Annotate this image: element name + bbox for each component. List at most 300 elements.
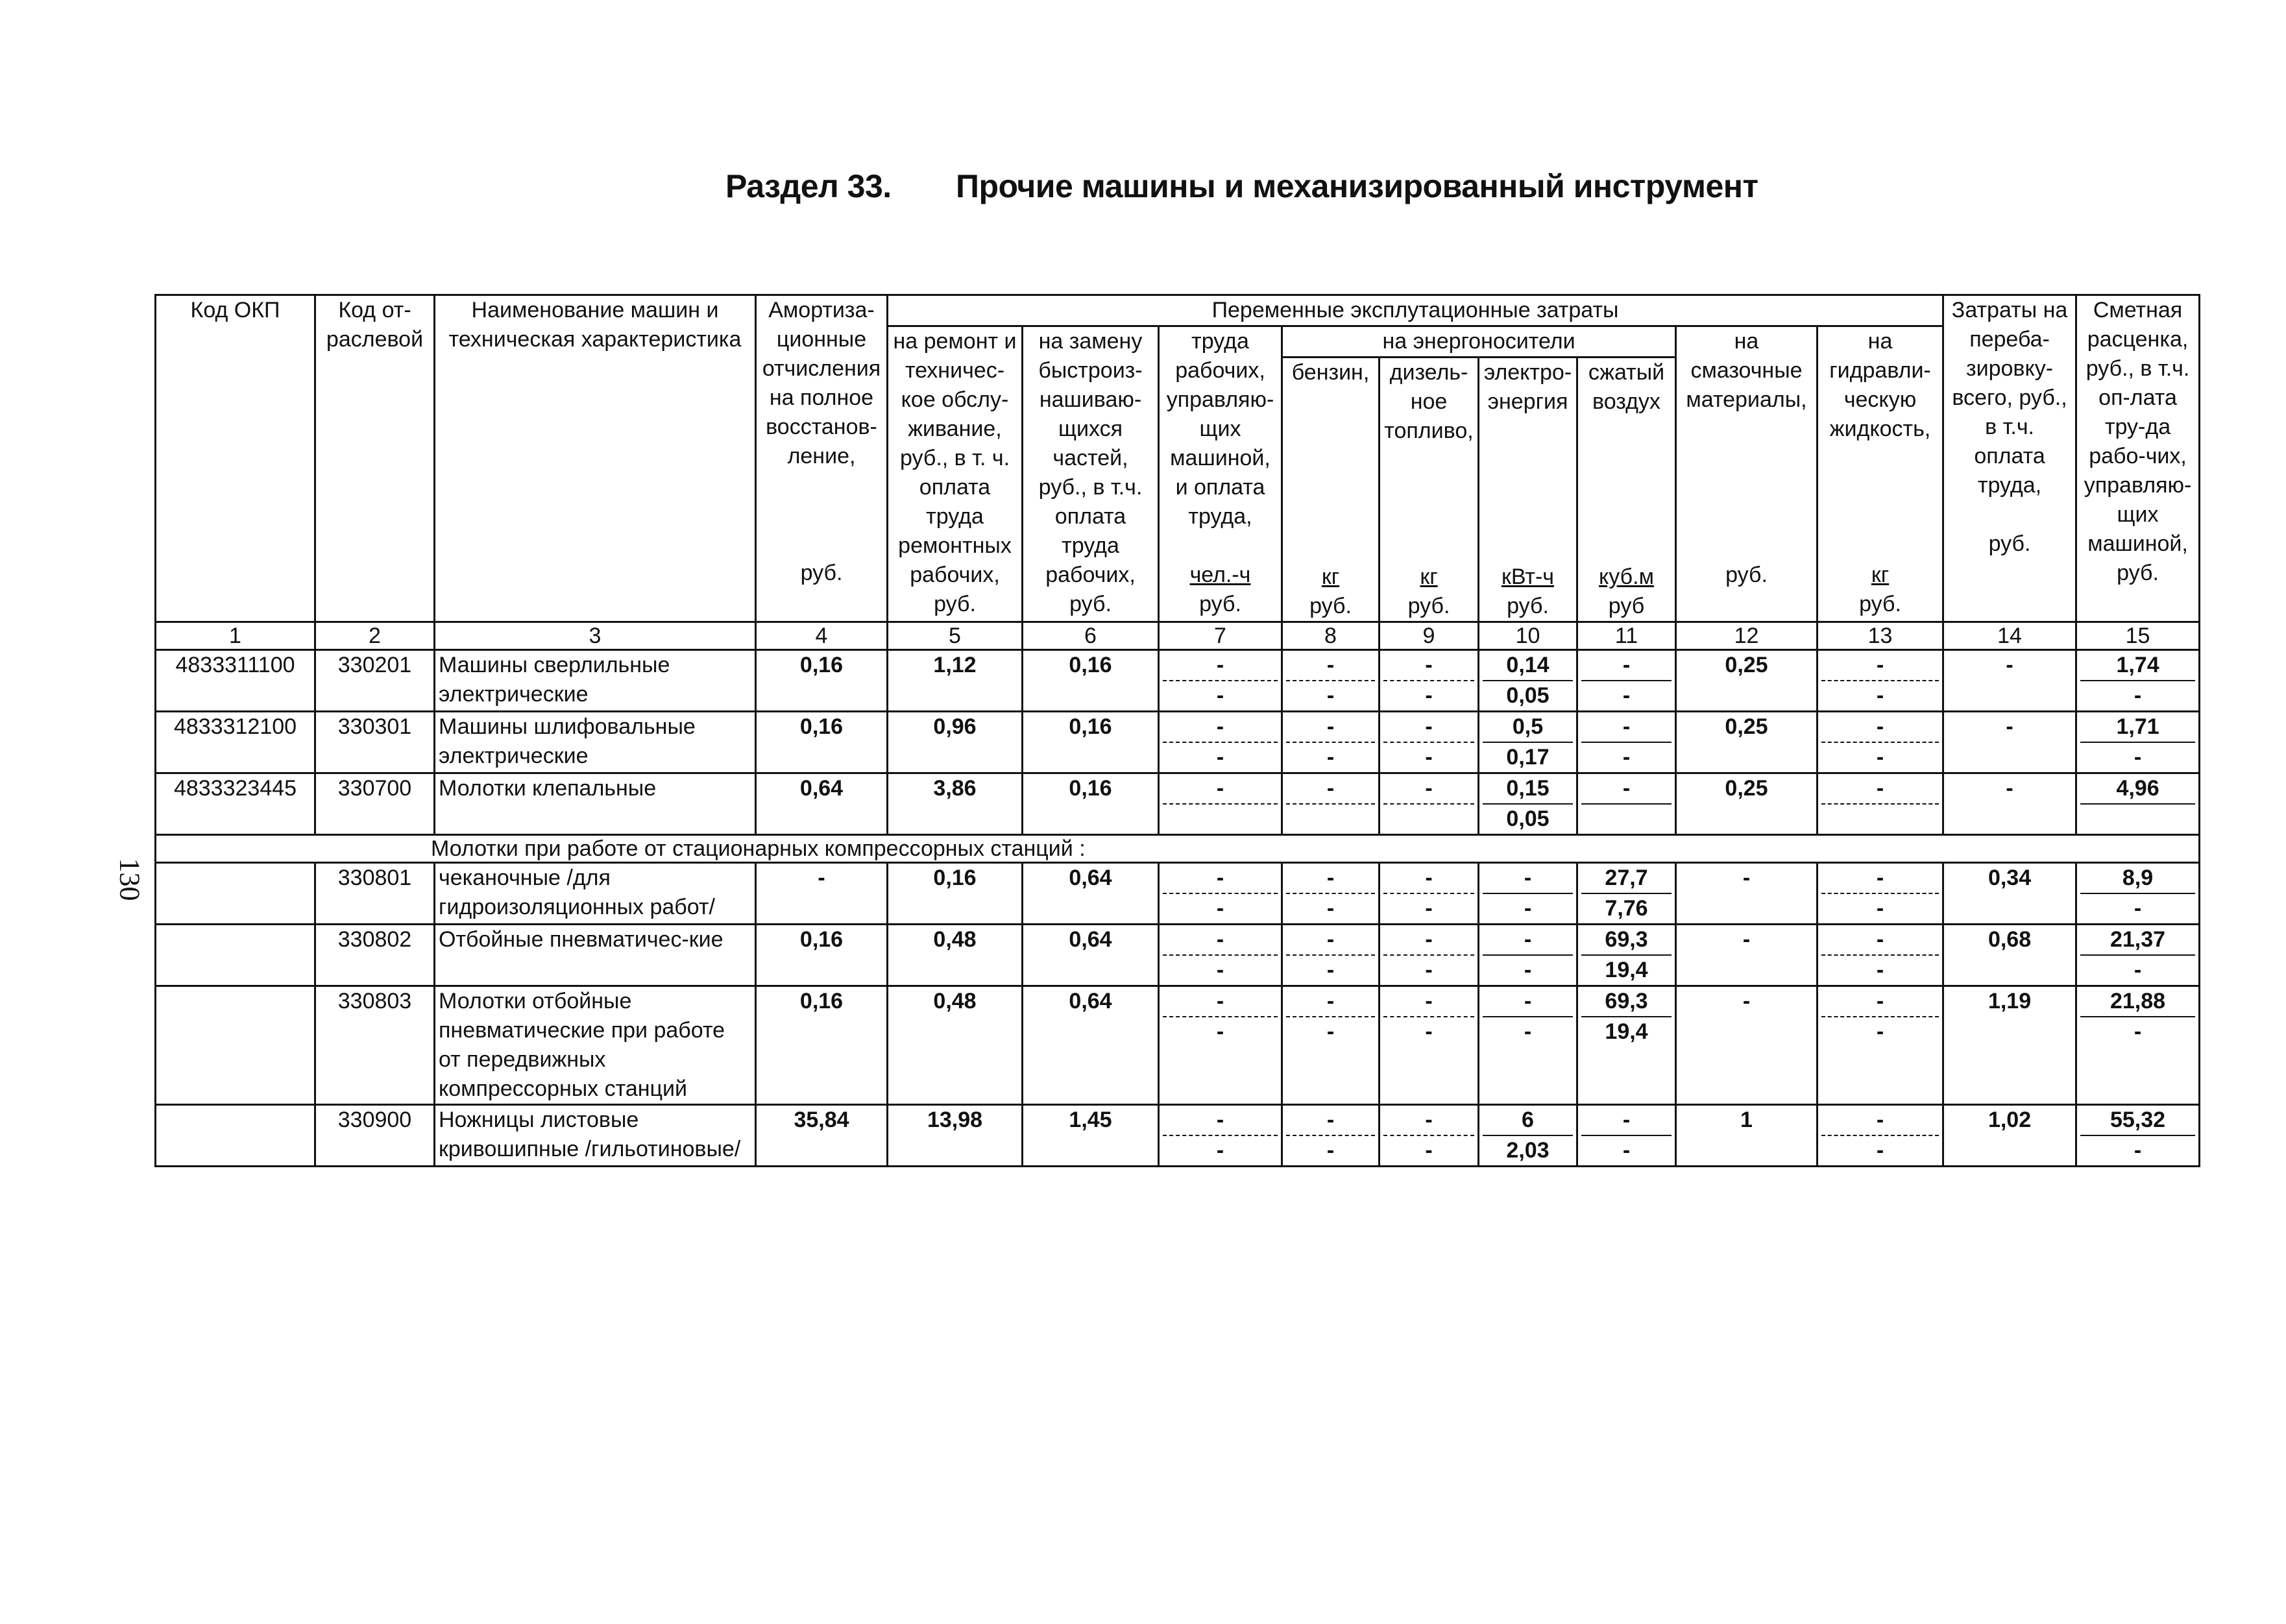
lube-cell-value: 1: [1740, 1108, 1753, 1132]
header-air-text: сжатый воздух: [1588, 360, 1665, 414]
okp-cell: [156, 925, 315, 986]
relocation-cell-value: 0,68: [1988, 927, 2032, 952]
header-row-1: [156, 295, 2200, 326]
name-cell-value: Молотки отбойные пневматические при работе от передвижных компрессорных станций: [439, 989, 725, 1101]
otr-cell-value: 330301: [337, 714, 412, 739]
name-cell-value: Ножницы листовые кривошипные /гильотиновые/: [439, 1108, 741, 1161]
header-estimate-unit: руб.: [2117, 561, 2159, 585]
lube-cell: [1676, 863, 1818, 925]
diesel-cell: [1380, 986, 1479, 1105]
electro-cell-bottom: 2,03: [1506, 1138, 1550, 1163]
air-cell-bottom: 19,4: [1605, 958, 1648, 982]
electro-cell-top: -: [1483, 925, 1573, 956]
header-labor-unit2: руб.: [1199, 592, 1241, 616]
name-cell: [435, 712, 756, 773]
section-label: Раздел 33.: [725, 168, 892, 204]
electro-cell-bottom: -: [1524, 1019, 1532, 1044]
col-number: 15: [2076, 622, 2200, 650]
lube-cell-value: 0,25: [1725, 653, 1768, 677]
otr-cell: [315, 863, 435, 925]
air-cell-top: -: [1581, 774, 1672, 805]
replace-cell: [1023, 863, 1159, 925]
petrol-cell-top: -: [1286, 774, 1375, 805]
okp-cell: [156, 773, 315, 835]
labor-cell: [1159, 712, 1282, 773]
petrol-cell-bottom: -: [1326, 1019, 1335, 1044]
header-repair-unit: руб.: [934, 592, 976, 616]
petrol-cell-bottom: -: [1326, 958, 1335, 982]
diesel-cell: [1380, 925, 1479, 986]
labor-cell: [1159, 986, 1282, 1105]
replace-cell-value: 0,16: [1069, 776, 1112, 801]
otr-cell-value: 330700: [337, 776, 412, 801]
lube-cell-value: -: [1742, 989, 1751, 1013]
labor-cell: [1159, 650, 1282, 712]
repair-cell-value: 3,86: [933, 776, 977, 801]
estimate-cell: [2076, 986, 2200, 1105]
otr-cell-value: 330201: [337, 653, 412, 677]
lube-cell: [1676, 650, 1818, 712]
relocation-cell-value: -: [2006, 714, 2013, 739]
hydro-cell: [1818, 650, 1943, 712]
hydro-cell-bottom: [1821, 805, 1939, 834]
header-labor-unit1: чел.-ч: [1189, 563, 1251, 587]
estimate-cell: [2076, 863, 2200, 925]
table-row: [156, 1105, 2200, 1167]
header-estimate: [2076, 295, 2200, 622]
col-number: 3: [435, 622, 756, 650]
header-amort: [756, 295, 888, 622]
otr-cell-value: 330802: [337, 927, 412, 952]
table-row: [156, 925, 2200, 986]
table-row: [156, 773, 2200, 835]
okp-cell-value: 4833312100: [173, 714, 297, 739]
header-hydro-unit1: кг: [1871, 563, 1890, 587]
name-cell-value: Отбойные пневматичес-кие: [439, 927, 723, 952]
estimate-cell-bottom: -: [2134, 745, 2142, 770]
lube-cell: [1676, 1105, 1818, 1167]
air-cell-top: -: [1581, 1106, 1672, 1136]
air-cell-top: -: [1581, 651, 1672, 681]
relocation-cell: [1943, 773, 2076, 835]
replace-cell: [1023, 986, 1159, 1105]
petrol-cell-top: -: [1286, 987, 1375, 1017]
header-electro-text: электро-энергия: [1483, 360, 1572, 414]
replace-cell-value: 0,16: [1069, 653, 1112, 677]
diesel-cell-bottom: -: [1425, 683, 1433, 708]
electro-cell: [1479, 925, 1577, 986]
otr-cell-value: 330803: [337, 989, 412, 1013]
petrol-cell-bottom: [1286, 805, 1375, 834]
repair-cell: [888, 712, 1023, 773]
col-number: 7: [1159, 622, 1282, 650]
header-otr: Код от-раслевой: [315, 295, 435, 622]
col-number: 12: [1676, 622, 1818, 650]
col-number: 10: [1479, 622, 1577, 650]
replace-cell: [1023, 925, 1159, 986]
estimate-cell: [2076, 1105, 2200, 1167]
diesel-cell: [1380, 650, 1479, 712]
otr-cell: [315, 773, 435, 835]
petrol-cell: [1282, 925, 1380, 986]
repair-cell: [888, 773, 1023, 835]
electro-cell-top: -: [1483, 987, 1573, 1017]
labor-cell: [1159, 1105, 1282, 1167]
replace-cell-value: 0,16: [1069, 714, 1112, 739]
col-number: 8: [1282, 622, 1380, 650]
estimate-cell-bottom: -: [2134, 1019, 2142, 1044]
relocation-cell-value: 0,34: [1988, 866, 2032, 890]
estimate-cell: [2076, 925, 2200, 986]
petrol-cell-top: -: [1286, 1106, 1375, 1136]
estimate-cell-top: 8,9: [2080, 864, 2195, 894]
name-cell: [435, 925, 756, 986]
relocation-cell-value: 1,02: [1988, 1108, 2032, 1132]
col-number: 2: [315, 622, 435, 650]
estimate-cell-top: 4,96: [2080, 774, 2195, 805]
labor-cell-bottom: -: [1216, 958, 1224, 982]
header-repair-text: на ремонт и техничес-кое обслу-живание, руб., в т. ч. оплата труда ремонтных рабочих,: [893, 329, 1017, 587]
petrol-cell-bottom: -: [1326, 1138, 1335, 1163]
header-lube: [1676, 326, 1818, 622]
electro-cell-bottom: -: [1524, 958, 1532, 982]
lube-cell: [1676, 712, 1818, 773]
petrol-cell: [1282, 773, 1380, 835]
header-relocation: [1943, 295, 2076, 622]
labor-cell-top: -: [1163, 712, 1278, 743]
diesel-cell-top: -: [1383, 712, 1474, 743]
table-row: [156, 650, 2200, 712]
estimate-cell: [2076, 773, 2200, 835]
diesel-cell-top: -: [1383, 864, 1474, 894]
name-cell: [435, 1105, 756, 1167]
electro-cell-top: 0,5: [1483, 712, 1573, 743]
rates-table: [154, 294, 2200, 1167]
name-cell-value: Машины шлифовальные электрические: [439, 714, 696, 768]
air-cell: [1577, 925, 1676, 986]
diesel-cell-bottom: [1383, 805, 1474, 834]
replace-cell-value: 1,45: [1069, 1108, 1112, 1132]
okp-cell-value: 4833323445: [173, 776, 297, 801]
labor-cell-bottom: -: [1216, 896, 1224, 921]
page-number: 130: [114, 858, 146, 901]
labor-cell-top: -: [1163, 651, 1278, 681]
replace-cell: [1023, 650, 1159, 712]
estimate-cell-bottom: -: [2134, 958, 2142, 982]
header-diesel-text: дизель-ное топливо,: [1384, 360, 1474, 443]
header-relocation-unit: руб.: [1988, 531, 2031, 556]
air-cell-bottom: 7,76: [1605, 896, 1648, 921]
col-number: 14: [1943, 622, 2076, 650]
replace-cell-value: 0,64: [1069, 989, 1112, 1013]
estimate-cell-bottom: -: [2134, 896, 2142, 921]
relocation-cell-value: -: [2006, 653, 2013, 677]
air-cell-bottom: -: [1622, 683, 1631, 708]
header-okp: Код ОКП: [156, 295, 315, 622]
electro-cell: [1479, 773, 1577, 835]
replace-cell-value: 0,64: [1069, 927, 1112, 952]
petrol-cell: [1282, 986, 1380, 1105]
estimate-cell: [2076, 650, 2200, 712]
diesel-cell: [1380, 773, 1479, 835]
table-body-a: [156, 650, 2200, 835]
diesel-cell-top: -: [1383, 651, 1474, 681]
labor-cell-bottom: -: [1216, 1019, 1224, 1044]
amort-cell-value: 0,16: [799, 653, 844, 677]
page-title: [725, 167, 1867, 205]
otr-cell: [315, 712, 435, 773]
header-amort-text: Амортиза-ционные отчисления на полное восстанов-ление,: [762, 298, 881, 468]
diesel-cell-bottom: -: [1425, 745, 1433, 770]
header-air-unit1: куб.м: [1599, 564, 1654, 589]
relocation-cell-value: -: [2006, 776, 2013, 801]
table-body-b: [156, 863, 2200, 1167]
header-name: Наименование машин и техническая характеристика: [435, 295, 756, 622]
okp-cell-value: 4833311100: [175, 653, 295, 677]
lube-cell-value: 0,25: [1725, 776, 1768, 801]
replace-cell: [1023, 712, 1159, 773]
electro-cell-top: 0,14: [1483, 651, 1573, 681]
hydro-cell-bottom: -: [1876, 896, 1884, 921]
hydro-cell-top: -: [1821, 712, 1939, 743]
hydro-cell-top: -: [1821, 774, 1939, 805]
header-labor: [1159, 326, 1282, 622]
col-number: 4: [756, 622, 888, 650]
relocation-cell: [1943, 712, 2076, 773]
estimate-cell-top: 21,88: [2080, 987, 2195, 1017]
labor-cell-top: -: [1163, 774, 1278, 805]
petrol-cell-bottom: -: [1326, 896, 1335, 921]
amort-cell: [756, 773, 888, 835]
hydro-cell: [1818, 1105, 1943, 1167]
header-electro-unit2: руб.: [1507, 594, 1549, 618]
air-cell: [1577, 986, 1676, 1105]
hydro-cell-top: -: [1821, 864, 1939, 894]
petrol-cell: [1282, 650, 1380, 712]
col-number: 13: [1818, 622, 1943, 650]
estimate-cell-top: 1,74: [2080, 651, 2195, 681]
electro-cell-top: 0,15: [1483, 774, 1573, 805]
electro-cell: [1479, 986, 1577, 1105]
amort-cell-value: 0,16: [799, 989, 844, 1013]
labor-cell-top: -: [1163, 864, 1278, 894]
name-cell: [435, 773, 756, 835]
header-electro-unit1: кВт-ч: [1501, 564, 1555, 589]
hydro-cell: [1818, 986, 1943, 1105]
lube-cell: [1676, 986, 1818, 1105]
diesel-cell-top: -: [1383, 987, 1474, 1017]
amort-cell: [756, 986, 888, 1105]
labor-cell-top: -: [1163, 987, 1278, 1017]
hydro-cell-top: -: [1821, 1106, 1939, 1136]
diesel-cell-top: -: [1383, 774, 1474, 805]
air-cell: [1577, 1105, 1676, 1167]
name-cell-value: чеканочные /для гидроизоляционных работ/: [439, 866, 715, 919]
repair-cell-value: 0,96: [933, 714, 977, 739]
hydro-cell: [1818, 773, 1943, 835]
diesel-cell: [1380, 1105, 1479, 1167]
okp-cell: [156, 712, 315, 773]
hydro-cell-bottom: -: [1876, 1138, 1884, 1163]
header-variable: Переменные эксплутационные затраты: [888, 295, 1943, 326]
column-number-row: [156, 622, 2200, 650]
col-number: 6: [1023, 622, 1159, 650]
header-petrol-text: бензин,: [1291, 360, 1370, 385]
air-cell-bottom: -: [1622, 745, 1631, 770]
electro-cell-top: 6: [1483, 1106, 1573, 1136]
electro-cell: [1479, 1105, 1577, 1167]
amort-cell-value: 0,16: [799, 927, 844, 952]
header-labor-text: труда рабочих, управляю-щих машиной, и оплата труда,: [1166, 329, 1274, 529]
air-cell: [1577, 712, 1676, 773]
otr-cell: [315, 925, 435, 986]
petrol-cell-top: -: [1286, 925, 1375, 956]
header-replace-unit: руб.: [1069, 592, 1112, 616]
replace-cell: [1023, 773, 1159, 835]
group-title: Молотки при работе от стационарных компрессорных станций :: [431, 836, 1086, 861]
amort-cell: [756, 863, 888, 925]
repair-cell: [888, 986, 1023, 1105]
header-diesel: [1380, 358, 1479, 622]
air-cell-bottom: -: [1622, 1138, 1631, 1163]
okp-cell: [156, 863, 315, 925]
header-replace: [1023, 326, 1159, 622]
col-number: 5: [888, 622, 1023, 650]
amort-cell: [756, 650, 888, 712]
okp-cell: [156, 650, 315, 712]
petrol-cell: [1282, 863, 1380, 925]
labor-cell: [1159, 863, 1282, 925]
estimate-cell: [2076, 712, 2200, 773]
lube-cell-value: -: [1742, 927, 1751, 952]
header-estimate-text: Сметная расценка, руб., в т.ч. оп-лата тру-да рабо-чих, управляю-щих машиной,: [2084, 298, 2192, 556]
otr-cell: [315, 986, 435, 1105]
air-cell-top: -: [1581, 712, 1672, 743]
labor-cell-bottom: -: [1216, 1138, 1224, 1163]
replace-cell-value: 0,64: [1069, 866, 1112, 890]
labor-cell-top: -: [1163, 1106, 1278, 1136]
hydro-cell: [1818, 925, 1943, 986]
relocation-cell: [1943, 863, 2076, 925]
repair-cell-value: 0,48: [933, 989, 977, 1013]
name-cell: [435, 863, 756, 925]
hydro-cell-top: -: [1821, 925, 1939, 956]
petrol-cell-top: -: [1286, 864, 1375, 894]
hydro-cell-bottom: -: [1876, 958, 1884, 982]
estimate-cell-top: 55,32: [2080, 1106, 2195, 1136]
air-cell-top: 27,7: [1581, 864, 1672, 894]
air-cell-bottom: [1581, 805, 1672, 834]
electro-cell-bottom: 0,05: [1506, 806, 1550, 831]
diesel-cell: [1380, 712, 1479, 773]
header-air-unit2: руб: [1608, 594, 1645, 618]
petrol-cell-bottom: -: [1326, 683, 1335, 708]
header-hydro-text: на гидравли-ческую жидкость,: [1829, 329, 1931, 441]
otr-cell: [315, 650, 435, 712]
petrol-cell-top: -: [1286, 651, 1375, 681]
otr-cell-value: 330900: [337, 1108, 412, 1132]
header-air: [1577, 358, 1676, 622]
otr-cell-value: 330801: [337, 866, 412, 890]
petrol-cell: [1282, 712, 1380, 773]
header-diesel-unit1: кг: [1420, 564, 1438, 589]
labor-cell: [1159, 773, 1282, 835]
repair-cell: [888, 925, 1023, 986]
petrol-cell: [1282, 1105, 1380, 1167]
diesel-cell-top: -: [1383, 1106, 1474, 1136]
estimate-cell-bottom: -: [2134, 683, 2142, 708]
name-cell: [435, 986, 756, 1105]
header-diesel-unit2: руб.: [1407, 594, 1450, 618]
air-cell-top: 69,3: [1581, 987, 1672, 1017]
amort-cell-value: 0,16: [799, 714, 844, 739]
header-energy: на энергоносители: [1282, 326, 1676, 358]
amort-cell: [756, 712, 888, 773]
table-row: [156, 712, 2200, 773]
petrol-cell-top: -: [1286, 712, 1375, 743]
okp-cell: [156, 986, 315, 1105]
header-repair: [888, 326, 1023, 622]
electro-cell-bottom: -: [1524, 896, 1532, 921]
electro-cell: [1479, 712, 1577, 773]
estimate-cell-top: 1,71: [2080, 712, 2195, 743]
labor-cell: [1159, 925, 1282, 986]
estimate-cell-bottom: [2080, 805, 2195, 834]
header-amort-unit: руб.: [800, 561, 843, 585]
replace-cell: [1023, 1105, 1159, 1167]
repair-cell: [888, 650, 1023, 712]
labor-cell-bottom: -: [1216, 745, 1224, 770]
header-hydro-unit2: руб.: [1859, 592, 1901, 616]
hydro-cell-bottom: -: [1876, 1019, 1884, 1044]
repair-cell-value: 1,12: [933, 653, 977, 677]
header-petrol-unit2: руб.: [1309, 594, 1352, 618]
amort-cell-value: 0,64: [799, 776, 844, 801]
hydro-cell: [1818, 863, 1943, 925]
repair-cell-value: 0,48: [933, 927, 977, 952]
name-cell-value: Молотки клепальные: [439, 776, 657, 801]
col-number: 9: [1380, 622, 1479, 650]
estimate-cell-top: 21,37: [2080, 925, 2195, 956]
labor-cell-top: -: [1163, 925, 1278, 956]
air-cell: [1577, 773, 1676, 835]
air-cell-bottom: 19,4: [1605, 1019, 1648, 1044]
hydro-cell-top: -: [1821, 651, 1939, 681]
name-cell-value: Машины сверлильные электрические: [439, 653, 670, 707]
diesel-cell-bottom: -: [1425, 896, 1433, 921]
electro-cell-bottom: 0,05: [1506, 683, 1550, 708]
repair-cell-value: 13,98: [927, 1108, 983, 1132]
repair-cell-value: 0,16: [933, 866, 977, 890]
electro-cell: [1479, 863, 1577, 925]
estimate-cell-bottom: -: [2134, 1138, 2142, 1163]
relocation-cell-value: 1,19: [1988, 989, 2032, 1013]
amort-cell: [756, 925, 888, 986]
petrol-cell-bottom: -: [1326, 745, 1335, 770]
header-electro: [1479, 358, 1577, 622]
relocation-cell: [1943, 650, 2076, 712]
hydro-cell-bottom: -: [1876, 683, 1884, 708]
diesel-cell: [1380, 863, 1479, 925]
header-relocation-text: Затраты на переба-зировку-всего, руб., в т.ч. оплата труда,: [1951, 298, 2068, 498]
lube-cell-value: 0,25: [1725, 714, 1768, 739]
header-petrol-unit1: кг: [1321, 564, 1340, 589]
diesel-cell-bottom: -: [1425, 1138, 1433, 1163]
labor-cell-bottom: -: [1216, 683, 1224, 708]
labor-cell-bottom: [1163, 805, 1278, 834]
otr-cell: [315, 1105, 435, 1167]
hydro-cell-top: -: [1821, 987, 1939, 1017]
